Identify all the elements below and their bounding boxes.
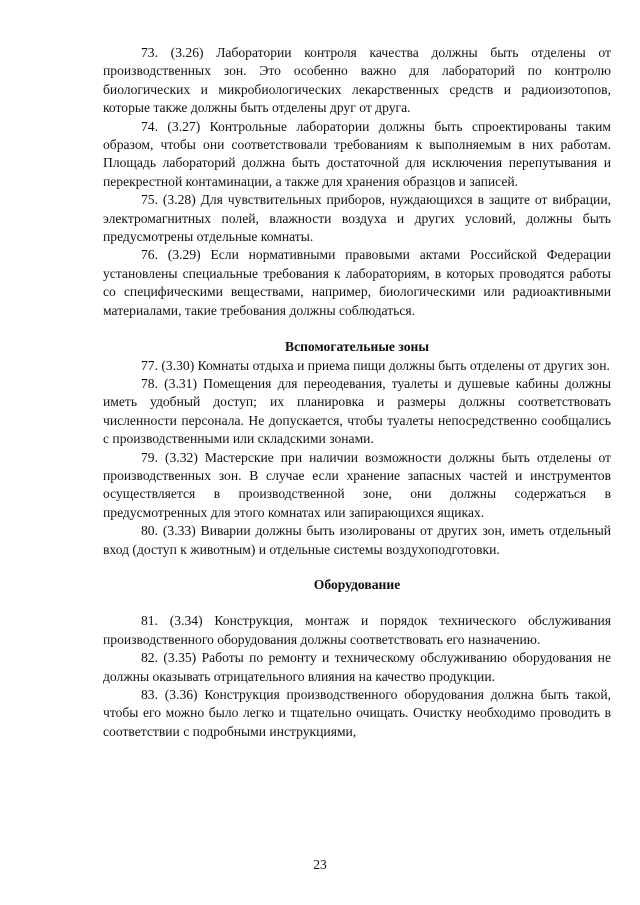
paragraph-78: 78. (3.31) Помещения для переодевания, туалеты и душевые кабины должны иметь удобный доступ; их планировка и размеры должны соответствовать численности персонала. Не допускается, чтобы туалеты непосредственно сообщались с производственными или складскими зонами. [103, 375, 611, 447]
paragraph-82: 82. (3.35) Работы по ремонту и техническому обслуживанию оборудования не должны оказывать отрицательного влияния на качество продукции. [103, 650, 611, 684]
paragraph-75: 75. (3.28) Для чувствительных приборов, нуждающихся в защите от вибрации, электромагнитных полей, влажности воздуха и других условий, должны быть предусмотрены отдельные комнаты. [103, 192, 611, 245]
paragraph-81: 81. (3.34) Конструкция, монтаж и порядок технического обслуживания производственного оборудования должны соответствовать его назначению. [103, 613, 611, 647]
document-page [103, 44, 611, 741]
section-heading-auxiliary-zones: Вспомогательные зоны [285, 339, 429, 355]
paragraph-74: 74. (3.27) Контрольные лаборатории должны быть спроектированы таким образом, чтобы они соответствовали требованиям к выполняемым в них работам. Площадь лабораторий должна быть достаточной для исключения перепутывания и перекрестной контаминации, а также для хранения образцов и записей. [103, 118, 611, 189]
paragraph-76: 76. (3.29) Если нормативными правовыми актами Российской Федерации установлены специальные требования к лабораториям, в которых проводятся работы со специфическими веществами, например, биологическими или радиоактивными материалами, такие требования должны соблюдаться. [103, 247, 611, 318]
paragraph-73: 73. (3.26) Лаборатории контроля качества должны быть отделены от производственных зон. Это особенно важно для лабораторий по контролю биологических и микробиологических лекарственных средств и радиоизотопов, которые также должны быть отделены друг от друга. [103, 45, 611, 116]
paragraph-80: 80. (3.33) Виварии должны быть изолированы от других зон, иметь отдельный вход (доступ к животным) и отдельные системы воздухоподготовки. [103, 523, 611, 557]
section-heading-equipment: Оборудование [313, 576, 401, 592]
page-number: 23 [313, 857, 327, 872]
paragraph-83: 83. (3.36) Конструкция производственного оборудования должна быть такой, чтобы его можно было легко и тщательно очищать. Очистку необходимо проводить в соответствии с подробными инструкциями, [103, 687, 611, 739]
paragraph-79: 79. (3.32) Мастерские при наличии возможности должны быть отделены от производственных зон. В случае если хранение запасных частей и инструментов осуществляется в производственной зоне, они должны содержаться в предусмотренных для этого комнатах или запирающихся ящиках. [103, 449, 611, 520]
paragraph-77: 77. (3.30) Комнаты отдыха и приема пищи должны быть отделены от других зон. [141, 357, 610, 373]
